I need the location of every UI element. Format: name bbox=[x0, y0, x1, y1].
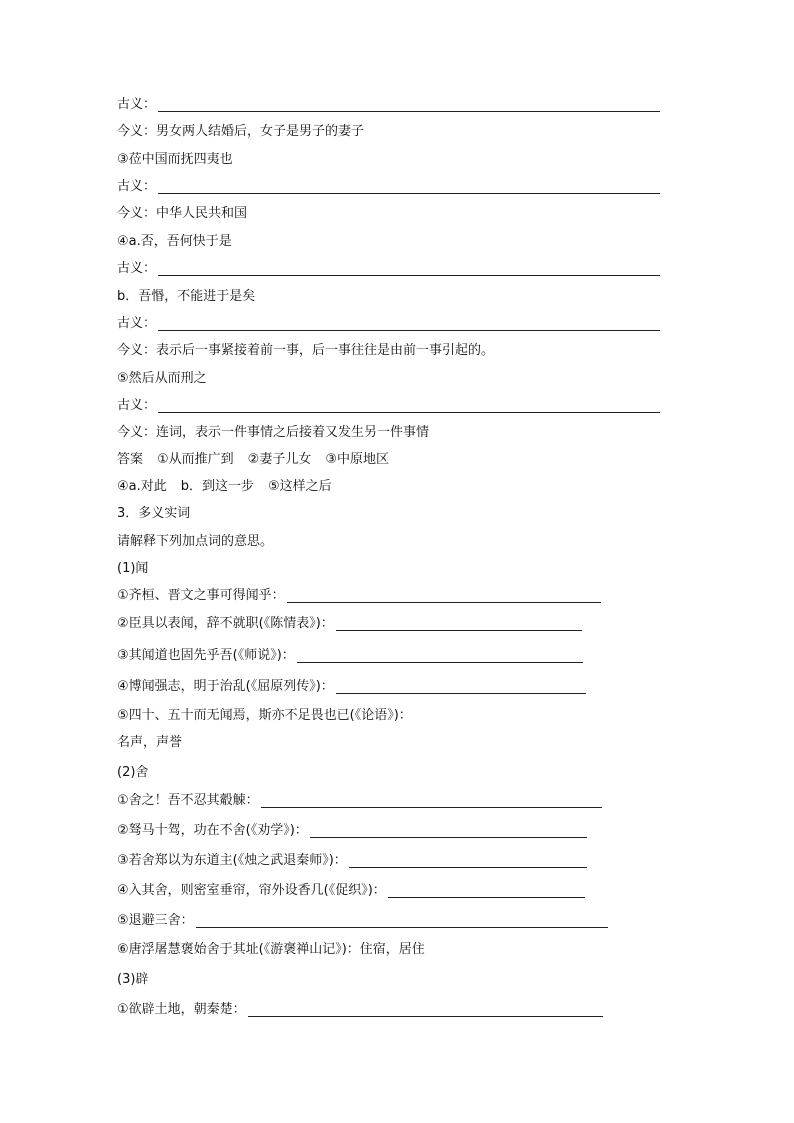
answer-blank[interactable] bbox=[336, 616, 582, 631]
question-row bbox=[117, 881, 585, 901]
question-row bbox=[117, 586, 601, 606]
modern-meaning-text bbox=[117, 122, 364, 142]
question-row bbox=[117, 614, 582, 634]
modern-meaning-yushi: 今义：表示后一事紧接着前一事，后一事往往是由前一事引起的。 bbox=[117, 343, 495, 358]
ancient-meaning-row bbox=[117, 177, 660, 197]
answer-blank[interactable] bbox=[158, 316, 660, 331]
answer-blank[interactable] bbox=[261, 793, 602, 808]
answer-item: ⑤这样之后 bbox=[268, 479, 332, 494]
answer-item: b．到这一步 bbox=[180, 479, 255, 494]
question-text: ②臣具以表闻，辞不就职(《陈情表》)： bbox=[117, 616, 334, 631]
answer-blank[interactable] bbox=[158, 97, 660, 112]
question-text: ①齐桓、晋文之事可得闻乎： bbox=[117, 588, 285, 603]
ancient-meaning-label: 古义： bbox=[117, 261, 157, 276]
answer-blank[interactable] bbox=[310, 823, 587, 838]
question-text: ⑤退避三舍： bbox=[117, 913, 194, 928]
word-pi: (3)辟 bbox=[117, 972, 149, 987]
example-sentence bbox=[117, 369, 207, 389]
example-sentence bbox=[117, 287, 255, 307]
sentence-zhongguo: ③莅中国而抚四夷也 bbox=[117, 152, 233, 167]
word-heading bbox=[117, 763, 148, 783]
answer-blank[interactable] bbox=[158, 261, 660, 276]
example-sentence bbox=[117, 150, 233, 170]
modern-meaning-text bbox=[117, 341, 494, 361]
ancient-meaning-label: 古义： bbox=[117, 398, 157, 413]
sentence-yushi-a: ④a.否，吾何快于是 bbox=[117, 234, 232, 249]
question-text: ③其闻道也固先乎吾(《师说》)： bbox=[117, 648, 295, 663]
answer-item: ③中原地区 bbox=[325, 452, 389, 467]
question-text: ①欲辟土地，朝秦楚： bbox=[117, 1002, 246, 1017]
word-wen: (1)闻 bbox=[117, 561, 149, 576]
question-row bbox=[117, 1000, 603, 1020]
question-text: ④博闻强志，明于治乱(《屈原列传》)： bbox=[117, 679, 334, 694]
question-text: ⑥唐浮屠慧褒始舍于其址(《游褒禅山记》)：住宿，居住 bbox=[117, 942, 425, 957]
example-sentence bbox=[117, 232, 232, 252]
answer-blank[interactable] bbox=[248, 1002, 603, 1017]
answer-key-row bbox=[117, 477, 332, 497]
question-row bbox=[117, 911, 608, 931]
question-row bbox=[117, 646, 583, 666]
section-title: 3．多义实词 bbox=[117, 506, 191, 521]
word-heading bbox=[117, 559, 148, 579]
question-row bbox=[117, 821, 587, 841]
question-text: ②驽马十驾，功在不舍(《劝学》)： bbox=[117, 823, 308, 838]
answer-item: ②妻子儿女 bbox=[247, 452, 312, 467]
modern-meaning-text bbox=[117, 423, 429, 443]
answer-key-row bbox=[117, 450, 389, 470]
question-row bbox=[117, 940, 425, 960]
ancient-meaning-label: 古义： bbox=[117, 179, 157, 194]
modern-meaning-conger: 今义：连词，表示一件事情之后接着又发生另一件事情 bbox=[117, 425, 430, 440]
ancient-meaning-label: 古义： bbox=[117, 316, 157, 331]
instruction-text bbox=[117, 532, 273, 552]
question-text: ①舍之！吾不忍其觳觫： bbox=[117, 793, 259, 808]
answer-mingsheng: 名声，声誉 bbox=[117, 735, 183, 750]
modern-meaning-china: 今义：中华人民共和国 bbox=[117, 206, 248, 221]
answer-key-label: 答案 bbox=[117, 452, 144, 467]
sentence-yushi-b: b．吾惽，不能进于是矣 bbox=[117, 289, 256, 304]
answer-blank[interactable] bbox=[388, 883, 585, 898]
question-row bbox=[117, 851, 587, 871]
answer-blank[interactable] bbox=[287, 588, 601, 603]
answer-blank[interactable] bbox=[297, 648, 583, 663]
instruction: 请解释下列加点词的意思。 bbox=[117, 534, 274, 549]
sentence-conger: ⑤然后从而刑之 bbox=[117, 371, 207, 386]
question-row bbox=[117, 677, 586, 697]
question-row bbox=[117, 791, 602, 811]
question-row bbox=[117, 706, 412, 726]
word-heading bbox=[117, 970, 148, 990]
word-she: (2)舍 bbox=[117, 765, 149, 780]
answer-blank[interactable] bbox=[336, 679, 586, 694]
answer-blank[interactable] bbox=[349, 853, 587, 868]
answer-item: ①从而推广到 bbox=[157, 452, 234, 467]
question-text: ⑤四十、五十而无闻焉，斯亦不足畏也已(《论语》)： bbox=[117, 708, 412, 723]
answer-item: ④a.对此 bbox=[117, 479, 167, 494]
ancient-meaning-row bbox=[117, 259, 660, 279]
ancient-meaning-row bbox=[117, 314, 660, 334]
modern-meaning-wife: 今义：男女两人结婚后，女子是男子的妻子 bbox=[117, 124, 365, 139]
modern-meaning-text bbox=[117, 204, 247, 224]
answer-blank[interactable] bbox=[196, 913, 608, 928]
question-text: ④入其舍，则密室垂帘，帘外设香几(《促织》)： bbox=[117, 883, 386, 898]
section-heading bbox=[117, 504, 190, 524]
ancient-meaning-row bbox=[117, 95, 660, 115]
question-text: ③若舍郑以为东道主(《烛之武退秦师》)： bbox=[117, 853, 347, 868]
answer-text bbox=[117, 733, 182, 753]
answer-blank[interactable] bbox=[158, 398, 660, 413]
ancient-meaning-label: 古义： bbox=[117, 97, 157, 112]
answer-blank[interactable] bbox=[158, 179, 660, 194]
ancient-meaning-row bbox=[117, 396, 660, 416]
